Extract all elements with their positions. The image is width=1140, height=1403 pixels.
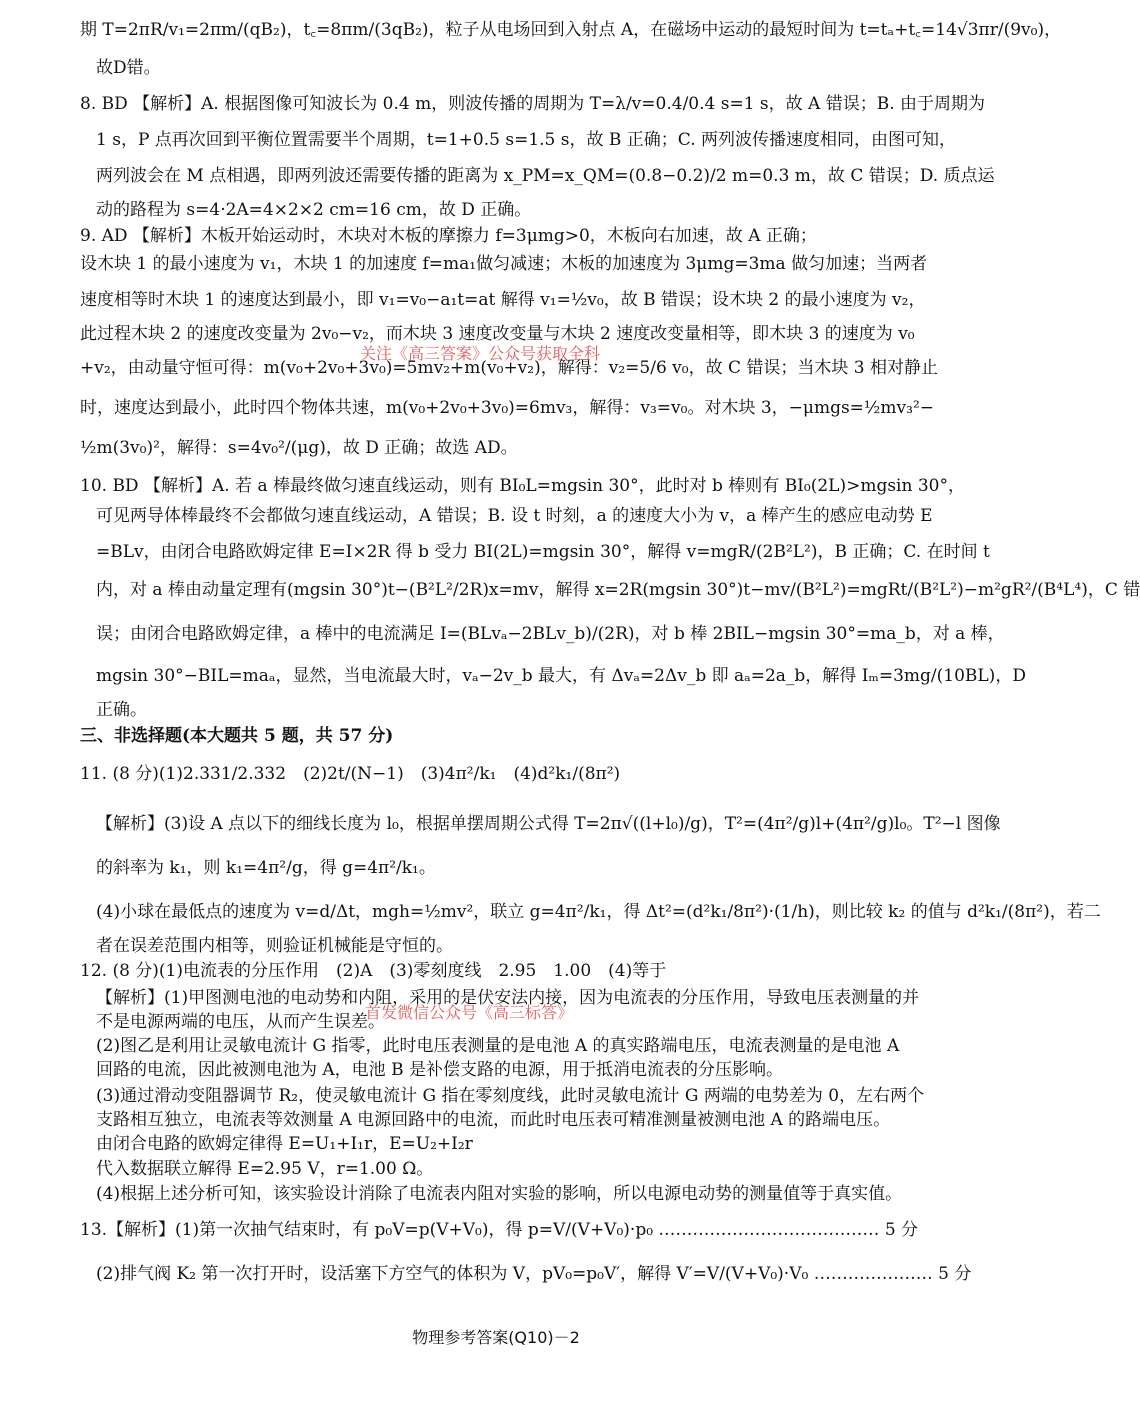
q8-line: 8. BD 【解析】A. 根据图像可知波长为 0.4 m，则波传播的周期为 T=λ/v=0.4/0.4 s=1 s，故 A 错误；B. 由于周期为 bbox=[80, 94, 986, 114]
text-line: 由闭合电路的欧姆定律得 E=U₁+I₁r，E=U₂+I₂r bbox=[96, 1134, 473, 1154]
text-line: (2)图乙是利用让灵敏电流计 G 指零，此时电压表测量的是电池 A 的真实路端电压，电流表测量的是电池 A bbox=[96, 1036, 900, 1056]
text-line: 回路的电流，因此被测电池为 A，电池 B 是补偿支路的电源，用于抵消电流表的分压影响。 bbox=[96, 1060, 783, 1080]
text-line: 故D错。 bbox=[96, 58, 161, 78]
text-line: 速度相等时木块 1 的速度达到最小，即 v₁=v₀−a₁t=at 解得 v₁=½v₀，故 B 错误；设木块 2 的最小速度为 v₂， bbox=[80, 290, 926, 310]
text-line: 正确。 bbox=[96, 700, 147, 720]
text-line: 设木块 1 的最小速度为 v₁，木块 1 的加速度 f=ma₁做匀减速；木板的加速度为 3μmg=3ma 做匀加速；当两者 bbox=[80, 254, 928, 274]
text-line: (4)小球在最低点的速度为 v=d/Δt，mgh=½mv²，联立 g=4π²/k₁，得 Δt²=(d²k₁/8π²)·(1/h)，则比较 k₂ 的值与 d²k₁/(8π²)，若二 bbox=[96, 902, 1101, 922]
text-line: (2)排气阀 K₂ 第一次打开时，设活塞下方空气的体积为 V，pV₀=p₀V′，解得 V′=V/(V+V₀)·V₀ ………………… 5 分 bbox=[96, 1264, 972, 1284]
text-line: ½m(3v₀)²，解得：s=4v₀²/(μg)，故 D 正确；故选 AD。 bbox=[80, 438, 518, 458]
watermark-text: 关注《高三答案》公众号获取全科 bbox=[360, 344, 601, 363]
text-line: 内，对 a 棒由动量定理有(mgsin 30°)t−(B²L²/2R)x=mv，解得 x=2R(mgsin 30°)t−mv/(B²L²)=mgRt/(B²L²)−m²gR²/(B⁴L⁴)，C 错 bbox=[96, 580, 1140, 600]
q13-line: 13.【解析】(1)第一次抽气结束时，有 p₀V=p(V+V₀)，得 p=V/(V+V₀)·p₀ ………………………………… 5 分 bbox=[80, 1220, 919, 1240]
q11-line: 11. (8 分)(1)2.331/2.332 (2)2t/(N−1) (3)4π²/k₁ (4)d²k₁/(8π²) bbox=[80, 764, 621, 784]
text-line: (3)通过滑动变阻器调节 R₂，使灵敏电流计 G 指在零刻度线，此时灵敏电流计 G 两端的电势差为 0，左右两个 bbox=[96, 1086, 925, 1106]
text-line: (4)根据上述分析可知，该实验设计消除了电流表内阻对实验的影响，所以电源电动势的测量值等于真实值。 bbox=[96, 1184, 903, 1204]
section-heading: 三、非选择题(本大题共 5 题，共 57 分) bbox=[80, 726, 394, 746]
text-line: 时，速度达到最小，此时四个物体共速，m(v₀+2v₀+3v₀)=6mv₃，解得：v₃=v₀。对木块 3，−μmgs=½mv₃²− bbox=[80, 398, 934, 418]
q10-line: 10. BD 【解析】A. 若 a 棒最终做匀速直线运动，则有 BI₀L=mgsin 30°，此时对 b 棒则有 BI₀(2L)>mgsin 30°， bbox=[80, 476, 965, 496]
page-footer: 物理参考答案(Q10)－2 bbox=[412, 1328, 580, 1347]
text-line: =BLv，由闭合电路欧姆定律 E=I×2R 得 b 受力 BI(2L)=mgsin 30°，解得 v=mgR/(2B²L²)，B 正确；C. 在时间 t bbox=[96, 542, 990, 562]
text-line: 误；由闭合电路欧姆定律，a 棒中的电流满足 I=(BLvₐ−2BLv_b)/(2R)，对 b 棒 2BIL−mgsin 30°=ma_b，对 a 棒， bbox=[96, 624, 1005, 644]
text-line: 两列波会在 M 点相遇，即两列波还需要传播的距离为 x_PM=x_QM=(0.8−0.2)/2 m=0.3 m，故 C 错误；D. 质点运 bbox=[96, 166, 995, 186]
text-line: +v₂，由动量守恒可得：m(v₀+2v₀+3v₀)=5mv₂+m(v₀+v₂)，解得：v₂=5/6 v₀，故 C 错误；当木块 3 相对静止 bbox=[80, 358, 939, 378]
text-line: 不是电源两端的电压，从而产生误差。 bbox=[96, 1012, 385, 1032]
text-line: 1 s，P 点再次回到平衡位置需要半个周期，t=1+0.5 s=1.5 s，故 B 正确；C. 两列波传播速度相同，由图可知， bbox=[96, 130, 957, 150]
text-line: 【解析】(3)设 A 点以下的细线长度为 l₀，根据单摆周期公式得 T=2π√((l+l₀)/g)，T²=(4π²/g)l+(4π²/g)l₀。T²−l 图像 bbox=[96, 814, 1001, 834]
text-line: 【解析】(1)甲图测电池的电动势和内阻，采用的是伏安法内接，因为电流表的分压作用，导致电压表测量的并 bbox=[96, 988, 920, 1008]
watermark-text: 首发微信公众号《高三标答》 bbox=[365, 1003, 574, 1022]
text-line: 期 T=2πR/v₁=2πm/(qB₂)，t꜀=8πm/(3qB₂)，粒子从电场回到入射点 A，在磁场中运动的最短时间为 t=tₐ+t꜀=14√3πr/(9v₀)， bbox=[80, 20, 1062, 40]
text-line: mgsin 30°−BIL=maₐ，显然，当电流最大时，vₐ−2v_b 最大，有 Δvₐ=2Δv_b 即 aₐ=2a_b，解得 Iₘ=3mg/(10BL)，D bbox=[96, 666, 1026, 686]
text-line: 此过程木块 2 的速度改变量为 2v₀−v₂，而木块 3 速度改变量与木块 2 速度改变量相等，即木块 3 的速度为 v₀ bbox=[80, 324, 915, 344]
text-line: 支路相互独立，电流表等效测量 A 电源回路中的电流，而此时电压表可精准测量被测电池 A 的路端电压。 bbox=[96, 1110, 891, 1130]
q12-line: 12. (8 分)(1)电流表的分压作用 (2)A (3)零刻度线 2.95 1.00 (4)等于 bbox=[80, 961, 667, 981]
text-line: 可见两导体棒最终不会都做匀速直线运动，A 错误；B. 设 t 时刻，a 的速度大小为 v，a 棒产生的感应电动势 E bbox=[96, 506, 933, 526]
text-line: 者在误差范围内相等，则验证机械能是守恒的。 bbox=[96, 936, 453, 956]
q9-line: 9. AD 【解析】木板开始运动时，木块对木板的摩擦力 f=3μmg>0，木板向右加速，故 A 正确； bbox=[80, 226, 817, 246]
text-line: 的斜率为 k₁，则 k₁=4π²/g，得 g=4π²/k₁。 bbox=[96, 858, 436, 878]
text-line: 代入数据联立解得 E=2.95 V，r=1.00 Ω。 bbox=[96, 1159, 434, 1179]
text-line: 动的路程为 s=4·2A=4×2×2 cm=16 cm，故 D 正确。 bbox=[96, 200, 532, 220]
